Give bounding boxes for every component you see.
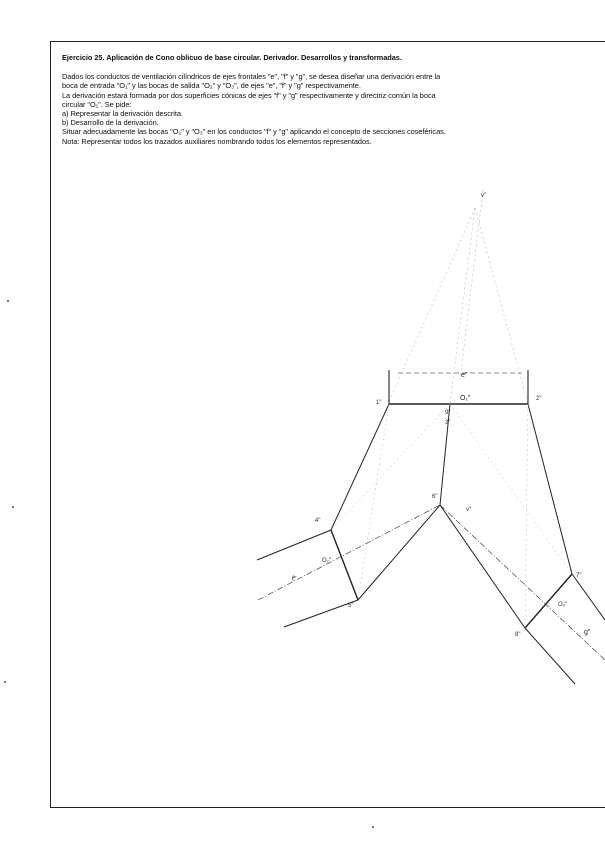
label-apex-mid: v"	[466, 507, 472, 513]
cone-f-outer-generatrix	[331, 404, 389, 530]
conduit-f-bottom-edge	[284, 600, 358, 627]
statement-line: a) Representar la derivación descrita.	[62, 109, 183, 119]
cone-g-construction	[525, 404, 528, 628]
label-O1: O₁"	[460, 395, 471, 402]
construction-line	[475, 208, 528, 404]
label-point-3: 3"	[445, 420, 451, 426]
statement-line: circular "O₁". Se pide:	[62, 99, 132, 109]
conduit-g-top-edge	[572, 574, 605, 620]
label-O3: O₃"	[558, 602, 568, 608]
conduit-g	[440, 505, 605, 684]
label-point-1: 1"	[376, 400, 382, 406]
scan-speck	[372, 826, 374, 828]
label-g-axis: g"	[584, 629, 591, 636]
statement-line: Dados los conductos de ventilación cilíndricos de ejes frontales "e", "f" y "g", se desea diseñar una derivación entre la	[62, 72, 441, 82]
conduit-e	[389, 370, 528, 404]
cone-f	[331, 404, 450, 600]
mouth-O3-line	[525, 574, 572, 628]
label-point-9: 9"	[445, 410, 451, 416]
cone-g-inner-generatrix	[440, 505, 525, 628]
cone-g-construction	[450, 404, 572, 574]
label-point-5: 5"	[348, 603, 354, 609]
statement-line: b) Desarrollo de la derivación.	[62, 118, 159, 128]
label-apex-top: v"	[481, 193, 487, 199]
cone-f-inner-generatrix-b	[358, 505, 440, 600]
statement-line: boca de entrada "O₁" y las bocas de salida "O₂" y "O₃", de ejes "e", "f" y "g" respectivamente.	[62, 81, 361, 91]
scan-speck	[7, 300, 9, 302]
label-e-axis: e"	[461, 372, 468, 379]
label-point-8: 8"	[515, 632, 521, 638]
conduit-f-top-edge	[257, 530, 331, 560]
construction-lines	[388, 190, 528, 404]
cone-f-construction	[331, 404, 450, 530]
statement-line: Situar adecuadamente las bocas "O₂" y "O₃" en los conductos "f" y "g" aplicando el concepto de secciones coseféricas.	[62, 127, 446, 137]
label-point-6: 6"	[432, 494, 438, 500]
label-point-2: 2"	[536, 396, 542, 402]
label-point-4: 4"	[315, 518, 321, 524]
conduit-g-bottom-edge	[525, 628, 575, 684]
statement-line: La derivación estará formada por dos superficies cónicas de ejes "f" y "g" respectivamente y directriz común la boca	[62, 90, 436, 100]
construction-line	[460, 190, 483, 380]
label-O2: O₂"	[322, 558, 332, 564]
axis-g-line	[440, 505, 605, 660]
exercise-title: Ejercicio 25. Aplicación de Cono oblicuo de base circular. Derivador. Desarrollos y transformadas.	[62, 53, 402, 62]
label-f-axis: f"	[292, 576, 297, 583]
cone-g	[440, 404, 572, 628]
label-point-7: 7"	[576, 573, 582, 579]
cone-g-outer-generatrix	[528, 404, 572, 574]
cone-f-construction	[358, 404, 389, 600]
scan-speck	[4, 681, 6, 683]
mouth-O2-line	[331, 530, 358, 600]
axis-f-line	[258, 505, 440, 600]
scan-speck	[12, 506, 14, 508]
statement-line: Nota: Representar todos los trazados auxiliares nombrando todos los elementos representados.	[62, 136, 372, 146]
